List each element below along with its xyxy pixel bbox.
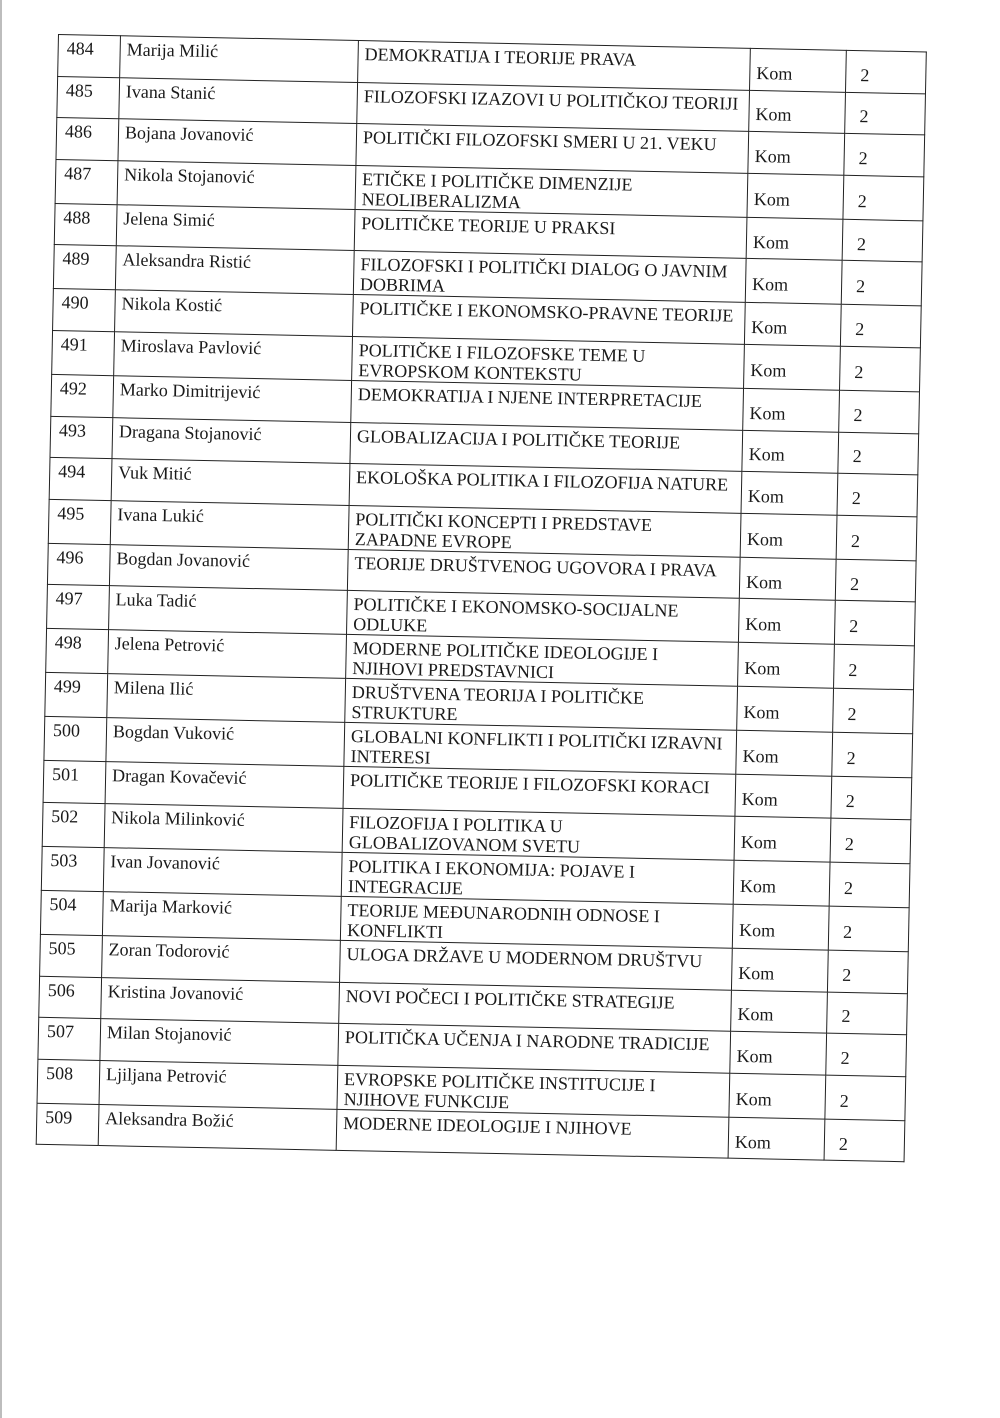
document-table-wrapper <box>36 34 926 1163</box>
author-name: Bojana Jovanović <box>118 119 357 165</box>
book-title: POLITIKA I EKONOMIJA: POJAVE I INTEGRACIJE <box>341 852 734 904</box>
unit-label: Kom <box>744 344 841 390</box>
author-name: Aleksandra Božić <box>98 1104 337 1150</box>
quantity-value: 2 <box>838 432 919 475</box>
unit-label: Kom <box>742 430 839 474</box>
quantity-value: 2 <box>841 261 922 307</box>
unit-label: Kom <box>733 860 830 906</box>
book-title: POLITIČKI FILOZOFSKI SMERI U 21. VEKU <box>356 124 749 173</box>
author-name: Vuk Mitić <box>111 459 350 505</box>
row-number: 504 <box>40 890 103 935</box>
author-name: Marija Marković <box>102 892 341 941</box>
book-title: POLITIČKE I EKONOMSKO-SOCIJALNE ODLUKE <box>347 591 740 643</box>
author-name: Aleksandra Ristić <box>115 246 354 295</box>
book-title: TEORIJE DRUŠTVENOG UGOVORA I PRAVA <box>347 549 740 598</box>
table-body <box>36 35 926 1163</box>
quantity-value: 2 <box>845 92 926 135</box>
quantity-value: 2 <box>842 219 923 262</box>
author-name: Bogdan Vuković <box>106 718 345 767</box>
book-title: FILOZOFIJA I POLITIKA U GLOBALIZOVANOM SVETU <box>342 808 735 860</box>
book-title: DRUŠTVENA TEORIJA I POLITIČKE STRUKTURE <box>345 679 738 731</box>
book-title: POLITIČKI KONCEPTI I PREDSTAVE ZAPADNE EVROPE <box>348 505 741 557</box>
quantity-value: 2 <box>827 992 908 1035</box>
book-title: ETIČKE I POLITIČKE DIMENZIJE NEOLIBERALIZMA <box>355 165 748 217</box>
unit-label: Kom <box>736 731 833 777</box>
book-title: GLOBALIZACIJA I POLITIČKE TEORIJE <box>350 422 743 471</box>
row-number: 485 <box>57 76 120 119</box>
unit-label: Kom <box>738 643 835 689</box>
unit-label: Kom <box>745 259 842 305</box>
book-title: DEMOKRATIJA I TEORIJE PRAVA <box>358 41 751 90</box>
unit-label: Kom <box>750 48 847 92</box>
author-name: Ivan Jovanović <box>103 848 342 897</box>
quantity-value: 2 <box>831 777 912 820</box>
author-name: Nikola Kostić <box>115 290 354 336</box>
row-number: 509 <box>36 1103 99 1146</box>
quantity-value: 2 <box>836 515 917 561</box>
book-title: MODERNE POLITIČKE IDEOLOGIJE I NJIHOVI PREDSTAVNICI <box>346 635 739 687</box>
book-title: FILOZOFSKI IZAZOVI U POLITIČKOJ TEORIJI <box>357 82 750 131</box>
row-number: 493 <box>50 416 113 459</box>
quantity-value: 2 <box>840 346 921 392</box>
unit-label: Kom <box>737 687 834 733</box>
row-number: 490 <box>53 289 116 332</box>
book-title: ULOGA DRŽAVE U MODERNOM DRUŠTVU <box>340 940 733 989</box>
unit-label: Kom <box>743 388 840 432</box>
quantity-value: 2 <box>824 1119 905 1162</box>
book-title: NOVI POČECI I POLITIČKE STRATEGIJE <box>339 982 732 1031</box>
unit-label: Kom <box>748 132 845 176</box>
author-name: Kristina Jovanović <box>101 977 340 1023</box>
author-name: Miroslava Pavlović <box>114 332 353 381</box>
author-name: Milena Ilić <box>107 674 346 723</box>
quantity-value: 2 <box>845 50 926 93</box>
document-table <box>36 34 927 1163</box>
row-number: 507 <box>38 1017 101 1060</box>
row-number: 500 <box>44 717 107 762</box>
row-number: 486 <box>56 118 119 161</box>
book-title: POLITIČKE I FILOZOFSKE TEME U EVROPSKOM KONTEKSTU <box>352 336 745 388</box>
quantity-value: 2 <box>834 601 915 647</box>
row-number: 505 <box>40 934 103 977</box>
quantity-value: 2 <box>843 175 924 221</box>
book-title: POLITIČKA UČENJA I NARODNE TRADICIJE <box>338 1023 731 1072</box>
row-number: 503 <box>41 846 104 891</box>
row-number: 501 <box>43 761 106 804</box>
unit-label: Kom <box>749 90 846 134</box>
quantity-value: 2 <box>833 689 914 735</box>
quantity-value: 2 <box>829 862 910 908</box>
scan-page-edge <box>0 0 2 1418</box>
unit-label: Kom <box>734 816 831 862</box>
unit-label: Kom <box>735 775 832 819</box>
author-name: Bogdan Jovanović <box>109 544 348 590</box>
quantity-value: 2 <box>825 1075 906 1121</box>
row-number: 492 <box>51 374 114 417</box>
book-title: EKOLOŠKA POLITIKA I FILOZOFIJA NATURE <box>349 464 742 513</box>
row-number: 497 <box>47 585 110 630</box>
quantity-value: 2 <box>839 390 920 433</box>
quantity-value: 2 <box>827 950 908 993</box>
row-number: 489 <box>53 245 116 290</box>
row-number: 488 <box>54 203 117 246</box>
book-title: EVROPSKE POLITIČKE INSTITUCIJE I NJIHOVE FUNKCIJE <box>337 1065 730 1117</box>
book-title: FILOZOFSKI I POLITIČKI DIALOG O JAVNIM DOBRIMA <box>353 251 746 303</box>
author-name: Nikola Stojanović <box>117 161 356 210</box>
author-name: Dragana Stojanović <box>112 417 351 463</box>
unit-label: Kom <box>732 904 829 950</box>
book-title: POLITIČKE I EKONOMSKO-PRAVNE TEORIJE <box>352 295 745 344</box>
author-name: Ivana Stanić <box>119 77 358 123</box>
unit-label: Kom <box>730 1031 827 1075</box>
row-number: 487 <box>55 159 118 204</box>
row-number: 502 <box>42 802 105 847</box>
unit-label: Kom <box>746 217 843 261</box>
unit-label: Kom <box>744 303 841 347</box>
author-name: Zoran Todorović <box>102 936 341 982</box>
unit-label: Kom <box>739 557 836 601</box>
unit-label: Kom <box>738 599 835 645</box>
author-name: Marko Dimitrijević <box>113 376 352 422</box>
row-number: 508 <box>37 1059 100 1104</box>
book-title: GLOBALNI KONFLIKTI I POLITIČKI IZRAVNI INTERESI <box>344 723 737 775</box>
quantity-value: 2 <box>830 818 911 864</box>
unit-label: Kom <box>740 513 837 559</box>
book-title: MODERNE IDEOLOGIJE I NJIHOVE <box>336 1109 729 1158</box>
quantity-value: 2 <box>832 733 913 779</box>
book-title: POLITIČKE TEORIJE U PRAKSI <box>354 209 747 258</box>
book-title: DEMOKRATIJA I NJENE INTERPRETACIJE <box>351 380 744 429</box>
unit-label: Kom <box>731 948 828 992</box>
author-name: Marija Milić <box>120 36 359 82</box>
unit-label: Kom <box>731 990 828 1034</box>
row-number: 499 <box>45 673 108 718</box>
row-number: 484 <box>58 35 121 78</box>
row-number: 506 <box>39 976 102 1019</box>
quantity-value: 2 <box>828 906 909 952</box>
unit-label: Kom <box>741 471 838 515</box>
quantity-value: 2 <box>826 1033 907 1076</box>
author-name: Milan Stojanović <box>100 1019 339 1065</box>
author-name: Dragan Kovačević <box>105 762 344 808</box>
row-number: 494 <box>49 458 112 501</box>
quantity-value: 2 <box>837 473 918 516</box>
quantity-value: 2 <box>834 645 915 691</box>
quantity-value: 2 <box>835 559 916 602</box>
row-number: 498 <box>46 629 109 674</box>
unit-label: Kom <box>729 1073 826 1119</box>
unit-label: Kom <box>728 1117 825 1161</box>
row-number: 491 <box>52 330 115 375</box>
unit-label: Kom <box>747 173 844 219</box>
book-title: TEORIJE MEĐUNARODNIH ODNOSE I KONFLIKTI <box>340 896 733 948</box>
quantity-value: 2 <box>840 305 921 348</box>
author-name: Jelena Petrović <box>108 630 347 679</box>
quantity-value: 2 <box>844 133 925 176</box>
author-name: Ivana Lukić <box>110 500 349 549</box>
author-name: Jelena Simić <box>116 205 355 251</box>
author-name: Luka Tadić <box>109 586 348 635</box>
row-number: 496 <box>47 543 110 586</box>
row-number: 495 <box>48 499 111 544</box>
author-name: Ljiljana Petrović <box>99 1060 338 1109</box>
book-title: POLITIČKE TEORIJE I FILOZOFSKI KORACI <box>343 767 736 816</box>
author-name: Nikola Milinković <box>104 804 343 853</box>
